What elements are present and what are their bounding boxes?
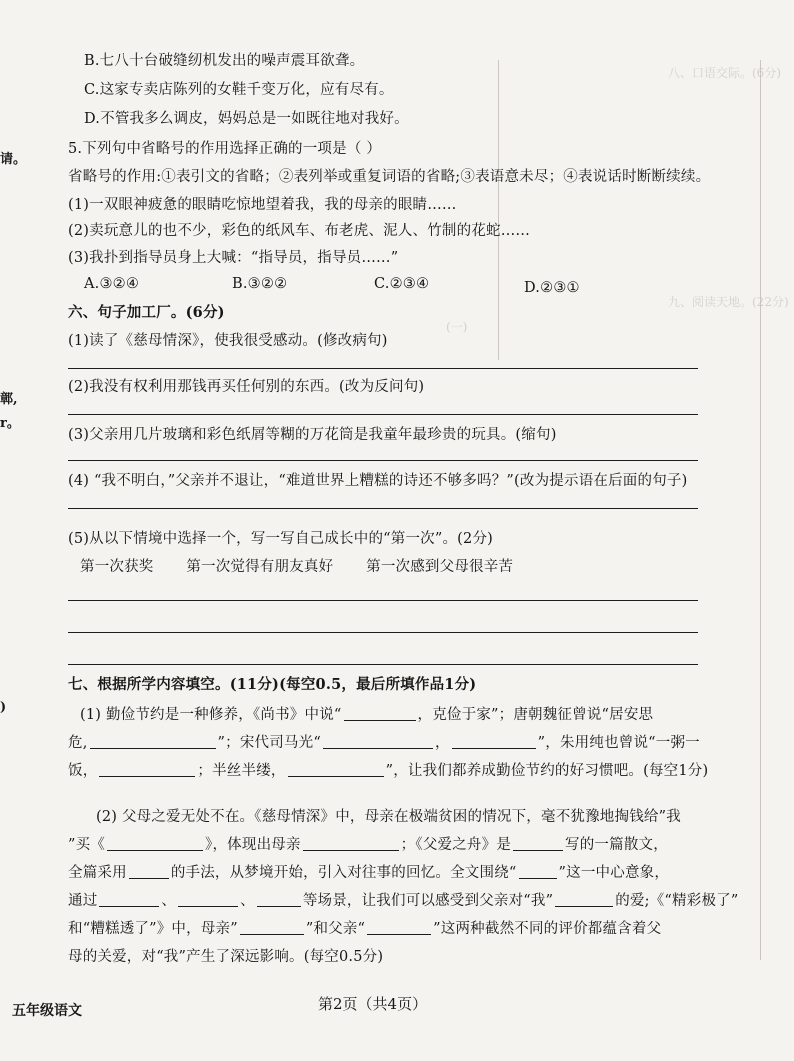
q4-option-b: B.七八十台破缝纫机发出的噪声震耳欲聋。 [84,53,365,69]
scenario-item: 第一次获奖 [80,559,154,575]
fill-blank[interactable] [555,892,613,907]
q5-meaning: 省略号的作用:①表引文的省略；②表列举或重复词语的省略;③表语意未尽；④表说话时断断续续。 [68,169,711,185]
fill-text: 写的一篇散文， [565,837,668,853]
answer-line[interactable] [68,600,698,601]
fill-text: ”这两种截然不同的评价都蕴含着父 [433,921,662,937]
q5-option-d[interactable]: D.②③① [524,280,580,296]
fold-line [760,60,761,960]
fill-blank[interactable] [99,762,195,777]
sec7-para-2-line-1 [96,808,681,826]
q5-title: 5.下列句中省略号的作用选择正确的一项是（ ） [68,141,382,157]
fill-text: 通过 [68,893,98,909]
fill-text: ；半丝半缕， [197,763,286,779]
answer-line[interactable] [68,632,698,633]
fill-text: ”，朱用纯也曾说“一粥一 [537,735,700,751]
answer-line[interactable] [68,508,698,509]
q5-sentence-1: (1)一双眼神疲惫的眼睛吃惊地望着我，我的母亲的眼睛…… [68,197,457,213]
fill-blank[interactable] [99,892,159,907]
sec7-para-2-line-3 [68,864,669,882]
margin-fragment: 请。 [0,152,27,167]
answer-line[interactable] [68,414,698,415]
sec7-para-1-line-3 [68,762,708,780]
fill-text: ”这一中心意象， [558,865,670,881]
fill-text: ”买《 [68,837,106,853]
grade-subject-label: 五年级语文 [12,1003,82,1019]
fill-blank[interactable] [178,892,238,907]
fill-text: 的爱;《“精彩极了” [615,893,739,909]
fill-blank[interactable] [519,864,557,879]
fill-blank[interactable] [240,920,304,935]
scenario-item: 第一次觉得有朋友真好 [186,559,334,575]
fill-blank[interactable] [452,734,536,749]
fill-text: 全篇采用 [68,865,127,881]
q5-sentence-3: (3)我扑到指导员身上大喊：“指导员，指导员……” [68,250,399,266]
sec7-para-1-line-1 [80,706,653,724]
fill-text: 母的关爱，对“我”产生了深远影响。(每空0.5分) [68,949,384,965]
fill-text: (2) 父母之爱无处不在。《慈母情深》中，母亲在极端贫困的情况下，毫不犹豫地掏钱给”我 [96,809,681,825]
answer-line[interactable] [68,460,698,461]
fill-text: 的手法，从梦境开始，引入对往事的回忆。全文围绕“ [170,865,517,881]
fill-blank[interactable] [107,836,203,851]
fill-blank[interactable] [303,836,399,851]
fill-text: ”；宋代司马光“ [217,735,321,751]
fill-blank[interactable] [90,734,216,749]
sec7-para-2-line-4 [68,892,738,910]
fill-text: 等场景，让我们可以感受到父亲对“我” [302,893,554,909]
fill-blank[interactable] [323,734,433,749]
q5-option-c[interactable]: C.②③④ [374,276,430,292]
q5-option-a[interactable]: A.③②④ [84,276,140,292]
fill-text: ”和父亲“ [305,921,366,937]
sec6-question-3: (3)父亲用几片玻璃和彩色纸屑等糊的万花筒是我童年最珍贵的玩具。(缩句) [68,427,557,443]
answer-line[interactable] [68,664,698,665]
fill-blank[interactable] [129,864,169,879]
scenario-list [80,558,541,576]
fill-blank[interactable] [513,836,563,851]
fill-blank[interactable] [367,920,431,935]
sec6-question-5: (5)从以下情境中选择一个，写一写自己成长中的“第一次”。(2分) [68,531,494,547]
fill-text: 危, [68,735,88,751]
q4-option-c: C.这家专卖店陈列的女鞋千变万化，应有尽有。 [84,82,394,98]
sec7-para-1-line-2 [68,734,700,752]
margin-fragment: 鄣, [0,392,18,407]
fill-blank[interactable] [288,762,384,777]
fill-text: ，克俭于家”；唐朝魏征曾说“居安思 [417,707,654,723]
fill-blank[interactable] [344,706,416,721]
page-number: 第2页（共4页） [318,995,428,1013]
sec7-para-2-line-5 [68,920,661,938]
section-6-title: 六、句子加工厂。(6分) [68,304,225,321]
fill-text: 、 [240,893,255,909]
answer-line[interactable] [68,368,698,369]
fold-line [498,60,499,360]
q4-option-d: D.不管我多么调皮，妈妈总是一如既往地对我好。 [84,111,409,127]
sec7-para-2-line-2 [68,836,668,854]
fill-text: 饭， [68,763,98,779]
q5-option-b[interactable]: B.③②② [232,276,288,292]
bleed-through-heading: (一) [446,320,468,334]
fill-text: (1) 勤俭节约是一种修养，《尚书》中说“ [80,707,342,723]
bleed-through-heading: 九、阅读天地。(22分) [668,295,789,309]
margin-fragment: r。 [0,416,20,431]
section-7-title: 七、根据所学内容填空。(11分)(每空0.5，最后所填作品1分) [68,676,477,693]
sec6-question-2: (2)我没有权利用那钱再买任何别的东西。(改为反问句) [68,379,425,395]
fill-text: 、 [161,893,177,909]
fill-text: ；《父爱之舟》是 [400,837,512,853]
fill-blank[interactable] [257,892,301,907]
margin-fragment: ) [0,700,7,715]
sec6-question-4: (4) “我不明白，”父亲并不退让，“难道世界上糟糕的诗还不够多吗？”(改为提示语在后面的句子) [68,473,688,489]
fill-text: 》，体现出母亲 [205,837,301,853]
scenario-item: 第一次感到父母很辛苦 [366,559,514,575]
fill-text: ， [434,735,450,751]
sec6-question-1: (1)读了《慈母情深》，使我很受感动。(修改病句) [68,333,388,349]
bleed-through-heading: 八、口语交际。(6分) [668,66,781,80]
sec7-para-2-line-6 [68,948,383,966]
fill-text: 和“糟糕透了”》中，母亲” [68,921,238,937]
q5-sentence-2: (2)卖玩意儿的也不少，彩色的纸风车、布老虎、泥人、竹制的花蛇…… [68,223,531,239]
fill-text: ”，让我们都养成勤俭节约的好习惯吧。(每空1分) [385,763,709,779]
